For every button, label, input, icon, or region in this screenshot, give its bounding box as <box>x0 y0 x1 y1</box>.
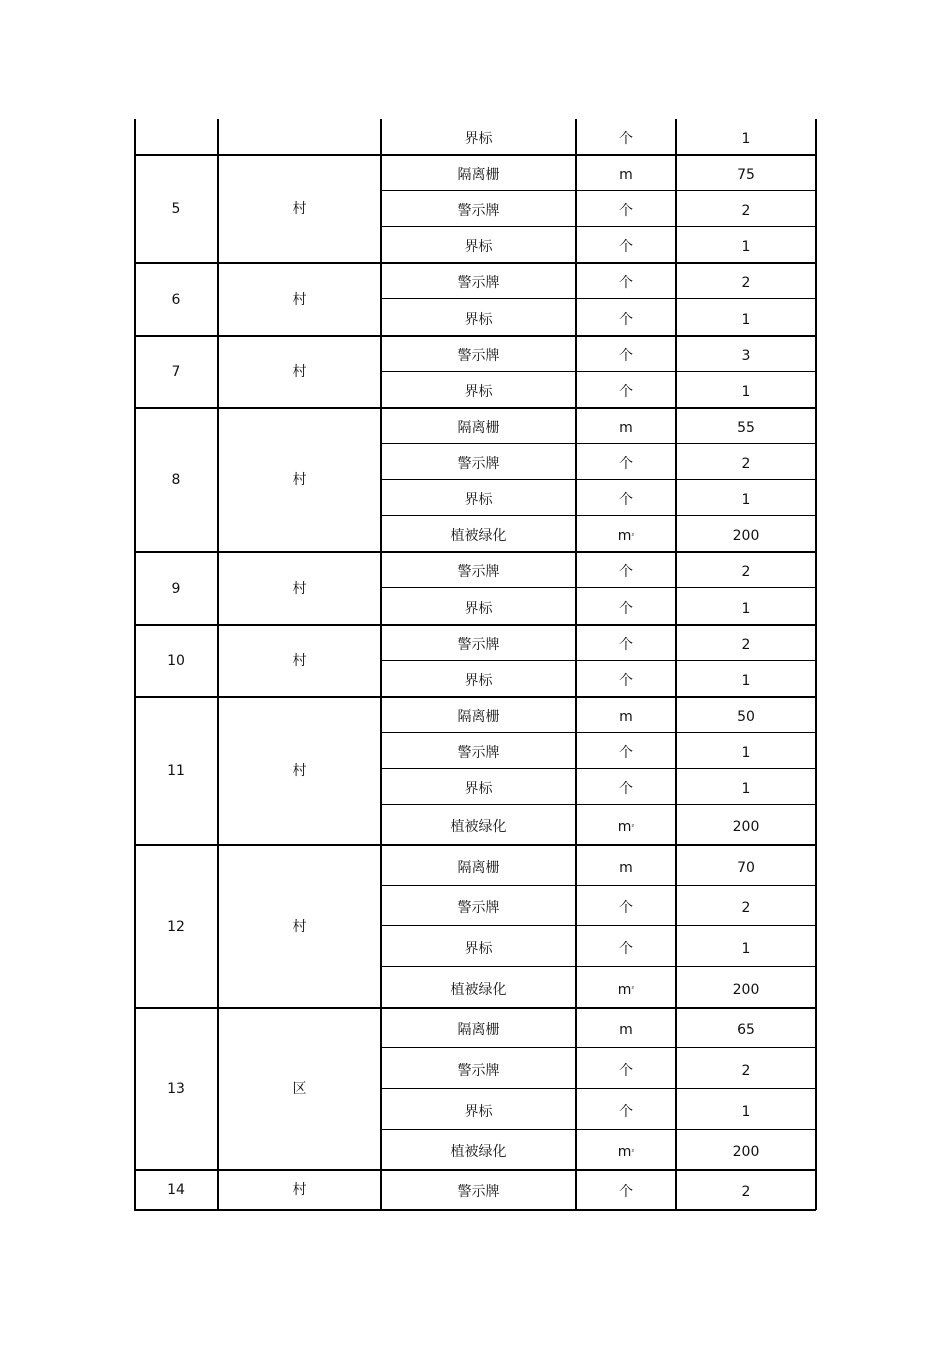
item-name: 警示牌 <box>457 1184 500 1200</box>
item-name: 界标 <box>464 1103 493 1120</box>
item-quantity: 50 <box>737 709 755 725</box>
item-quantity: 2 <box>741 275 751 291</box>
item-name: 隔离栅 <box>457 1022 500 1038</box>
row-number: 11 <box>167 763 185 779</box>
row-number: 7 <box>171 364 181 380</box>
item-name: 警示牌 <box>457 456 500 472</box>
item-quantity: 200 <box>732 528 760 544</box>
item-quantity: 1 <box>741 600 751 617</box>
row-number: 9 <box>171 580 181 597</box>
row-number: 10 <box>167 653 185 669</box>
item-name: 隔离栅 <box>457 859 500 876</box>
item-name: 界标 <box>464 384 493 400</box>
item-name: 隔离栅 <box>457 709 500 725</box>
item-quantity: 2 <box>741 900 751 916</box>
row-number: 6 <box>171 291 181 308</box>
item-quantity: 1 <box>741 239 751 255</box>
place-name: 村 <box>292 364 307 380</box>
item-unit: m <box>619 1022 633 1038</box>
place-name: 村 <box>292 918 307 935</box>
item-quantity: 1 <box>741 940 751 957</box>
item-name: 隔离栅 <box>457 167 500 183</box>
item-quantity: 75 <box>737 167 755 183</box>
item-name: 界标 <box>464 239 493 255</box>
item-quantity: 1 <box>741 492 751 508</box>
item-unit: 个 <box>619 311 633 328</box>
row-number <box>134 119 218 155</box>
row-number: 14 <box>167 1182 185 1198</box>
item-name: 隔离栅 <box>457 420 500 436</box>
item-unit: 个 <box>619 1062 633 1079</box>
item-name: 警示牌 <box>457 745 500 761</box>
item-quantity: 1 <box>741 384 751 400</box>
item-name: 警示牌 <box>457 348 500 364</box>
place-name <box>218 119 381 155</box>
item-name: 警示牌 <box>457 900 500 916</box>
row-number: 13 <box>167 1081 185 1097</box>
item-name: 警示牌 <box>457 203 500 219</box>
item-name: 界标 <box>464 600 493 617</box>
item-unit: 个 <box>619 239 633 255</box>
item-unit: m ² <box>617 1144 635 1160</box>
item-name: 界标 <box>464 781 493 797</box>
row-number: 12 <box>167 918 185 935</box>
item-unit: 个 <box>619 745 633 761</box>
item-unit: 个 <box>619 940 633 957</box>
place-name: 村 <box>292 653 307 669</box>
item-unit: m <box>619 709 633 725</box>
item-unit: 个 <box>619 637 633 653</box>
item-name: 植被绿化 <box>450 528 507 544</box>
item-unit: 个 <box>619 275 633 291</box>
item-unit: 个 <box>619 203 633 219</box>
item-unit: 个 <box>619 600 633 617</box>
item-unit: m <box>619 859 633 876</box>
facility-table <box>134 119 816 1211</box>
item-name: 界标 <box>464 492 493 508</box>
item-quantity: 200 <box>732 981 760 998</box>
item-quantity: 1 <box>741 673 751 689</box>
item-quantity: 55 <box>737 420 755 436</box>
column-divider <box>380 119 382 1210</box>
item-unit: m <box>619 420 633 436</box>
item-quantity: 65 <box>737 1022 755 1038</box>
item-unit: 个 <box>619 1103 633 1120</box>
place-name: 村 <box>292 472 307 488</box>
item-quantity: 1 <box>741 311 751 328</box>
row-divider <box>134 1209 816 1211</box>
item-unit: 个 <box>619 1184 633 1200</box>
place-name: 区 <box>292 1081 307 1097</box>
column-divider <box>575 119 577 1210</box>
item-name: 界标 <box>464 311 493 328</box>
place-name: 村 <box>292 291 307 308</box>
item-unit: m ² <box>617 819 635 835</box>
item-name: 警示牌 <box>457 275 500 291</box>
item-unit: 个 <box>619 456 633 472</box>
item-unit: 个 <box>619 900 633 916</box>
item-name: 植被绿化 <box>450 1144 507 1160</box>
place-name: 村 <box>292 1182 307 1198</box>
item-name: 警示牌 <box>457 564 500 580</box>
item-unit: 个 <box>619 384 633 400</box>
item-unit: m ² <box>617 528 635 544</box>
place-name: 村 <box>292 580 307 597</box>
column-divider <box>134 119 136 1210</box>
item-unit: 个 <box>619 673 633 689</box>
item-name: 警示牌 <box>457 1062 500 1079</box>
item-name: 植被绿化 <box>450 819 507 835</box>
item-name: 界标 <box>464 673 493 689</box>
item-quantity: 2 <box>741 1062 751 1079</box>
item-quantity: 200 <box>732 1144 760 1160</box>
item-quantity: 70 <box>737 859 755 876</box>
item-quantity: 200 <box>732 819 760 835</box>
column-divider <box>217 119 219 1210</box>
column-divider <box>675 119 677 1210</box>
place-name: 村 <box>292 763 307 779</box>
item-name: 界标 <box>464 940 493 957</box>
row-number: 5 <box>171 201 181 217</box>
item-unit: 个 <box>619 564 633 580</box>
item-quantity: 2 <box>741 203 751 219</box>
item-quantity: 1 <box>741 131 751 147</box>
item-quantity: 1 <box>741 781 751 797</box>
item-quantity: 1 <box>741 745 751 761</box>
item-unit: 个 <box>619 492 633 508</box>
item-unit: 个 <box>619 131 633 147</box>
item-name: 警示牌 <box>457 637 500 653</box>
item-name: 界标 <box>464 131 493 147</box>
item-quantity: 1 <box>741 1103 751 1120</box>
column-divider <box>815 119 817 1210</box>
row-number: 8 <box>171 472 181 488</box>
item-quantity: 3 <box>741 348 751 364</box>
item-quantity: 2 <box>741 637 751 653</box>
place-name: 村 <box>292 201 307 217</box>
item-unit: m ² <box>617 981 635 998</box>
item-quantity: 2 <box>741 564 751 580</box>
item-unit: 个 <box>619 348 633 364</box>
item-unit: m <box>619 167 633 183</box>
item-quantity: 2 <box>741 456 751 472</box>
item-name: 植被绿化 <box>450 981 507 998</box>
item-quantity: 2 <box>741 1184 751 1200</box>
item-unit: 个 <box>619 781 633 797</box>
